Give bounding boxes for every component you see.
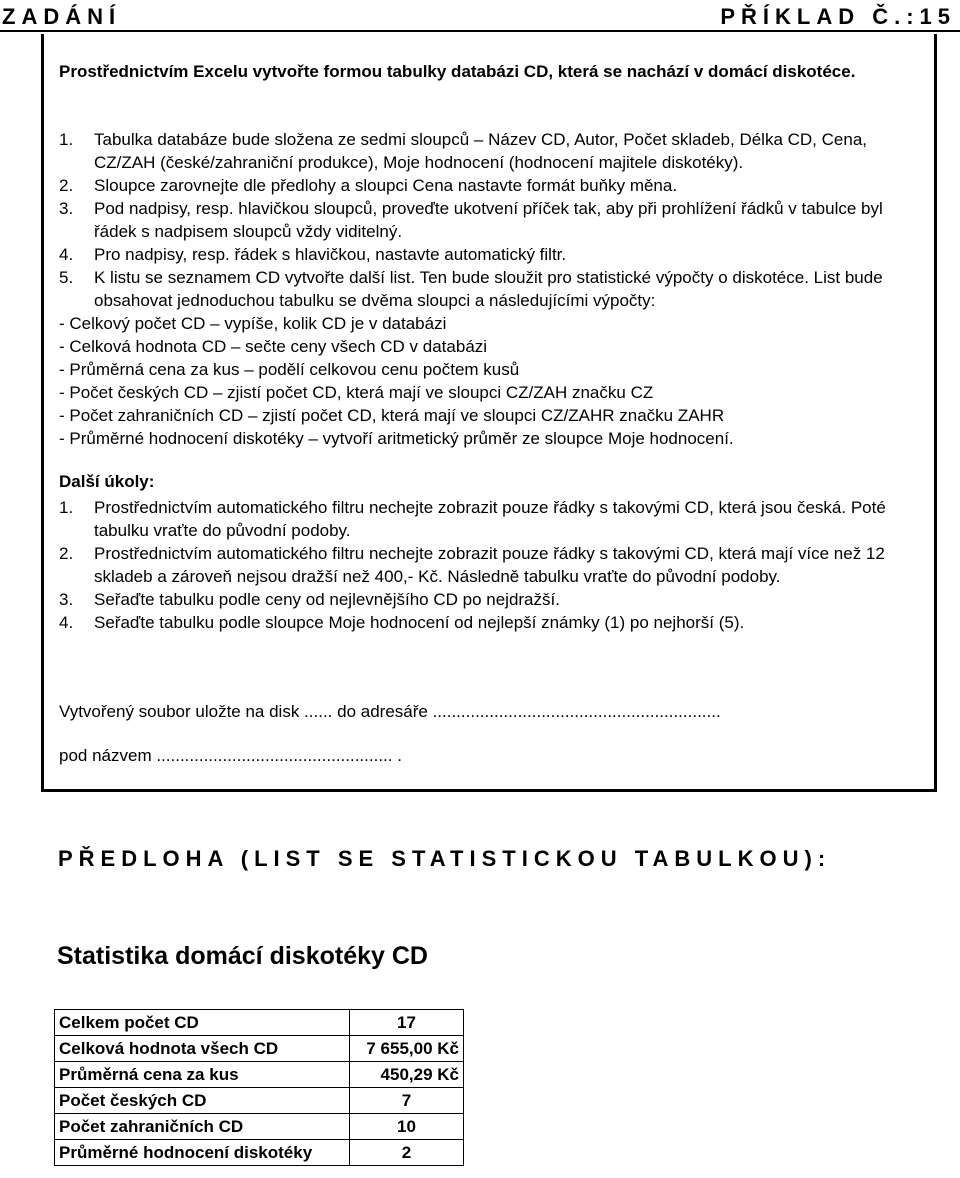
- more-task-item-3: [59, 588, 929, 611]
- stats-table: [54, 1009, 464, 1166]
- task-number: 4.: [59, 245, 74, 264]
- task-text: Tabulka databáze bude složena ze sedmi sloupců – Název CD, Autor, Počet skladeb, Délka CD, Cena, CZ/ZAH (české/zahraniční produkce), Moje hodnocení (hodnocení majitele diskotéky).: [94, 130, 867, 172]
- task-text: Prostřednictvím automatického filtru nechejte zobrazit pouze řádky s takovými CD, která jsou česká. Poté tabulku vraťte do původní podoby.: [94, 498, 886, 540]
- calc-line: - Celkový počet CD – vypíše, kolik CD je v databázi: [59, 314, 447, 333]
- stat-label: Průměrné hodnocení diskotéky: [55, 1140, 350, 1166]
- task-item-4: [59, 243, 929, 266]
- calc-line: - Průměrné hodnocení diskotéky – vytvoří aritmetický průměr ze sloupce Moje hodnocení.: [59, 429, 734, 448]
- stat-value: 450,29 Kč: [350, 1062, 464, 1088]
- save-instruction-name: pod názvem .................................................. .: [59, 746, 402, 765]
- calc-line: - Průměrná cena za kus – podělí celkovou cenu počtem kusů: [59, 360, 520, 379]
- table-row: [55, 1140, 464, 1166]
- header-rule: [0, 30, 960, 32]
- more-task-item-4: [59, 611, 929, 634]
- calc-line: - Celková hodnota CD – sečte ceny všech CD v databázi: [59, 337, 488, 356]
- task-text: Pro nadpisy, resp. řádek s hlavičkou, nastavte automatický filtr.: [94, 245, 567, 264]
- stat-value: 17: [350, 1010, 464, 1036]
- task-number: 5.: [59, 268, 74, 287]
- task-item-5: [59, 266, 929, 312]
- task-number: 2.: [59, 544, 74, 563]
- page-header: [0, 0, 960, 34]
- task-text: K listu se seznamem CD vytvořte další list. Ten bude sloužit pro statistické výpočty o diskotéce. List bude obsahovat jednoduchou tabulku se dvěma sloupci a následujícími výpočty:: [94, 268, 883, 310]
- more-task-item-1: [59, 496, 929, 542]
- task-text: Prostřednictvím automatického filtru nechejte zobrazit pouze řádky s takovými CD, která mají více než 12 skladeb a zároveň nejsou dražší než 400,- Kč. Následně tabulku vraťte do původní podoby.: [94, 544, 885, 586]
- task-number: 1.: [59, 130, 74, 149]
- task-item-3: [59, 197, 929, 243]
- more-tasks-list: [59, 496, 929, 634]
- header-title-left: ZADÁNÍ: [2, 4, 122, 29]
- task-number: 3.: [59, 199, 74, 218]
- task-text: Pod nadpisy, resp. hlavičkou sloupců, proveďte ukotvení příček tak, aby při prohlížení řádků v tabulce byl řádek s nadpisem sloupců vždy viditelný.: [94, 199, 883, 241]
- more-tasks-heading: Další úkoly:: [59, 472, 155, 491]
- intro-text: Prostřednictvím Excelu vytvořte formou tabulky databázi CD, která se nachází v domácí diskotéce.: [59, 62, 856, 81]
- table-row: [55, 1062, 464, 1088]
- task-number: 4.: [59, 613, 74, 632]
- task-text: Seřaďte tabulku podle ceny od nejlevnějšího CD po nejdražší.: [94, 590, 560, 609]
- table-row: [55, 1036, 464, 1062]
- stat-label: Průměrná cena za kus: [55, 1062, 350, 1088]
- stat-value: 7 655,00 Kč: [350, 1036, 464, 1062]
- header-title-right: PŘÍKLAD Č.:15: [720, 4, 956, 29]
- table-row: [55, 1088, 464, 1114]
- task-number: 2.: [59, 176, 74, 195]
- stat-label: Počet zahraničních CD: [55, 1114, 350, 1140]
- stat-value: 7: [350, 1088, 464, 1114]
- task-number: 1.: [59, 498, 74, 517]
- task-number: 3.: [59, 590, 74, 609]
- stat-table-title: Statistika domácí diskotéky CD: [57, 942, 428, 970]
- task-list: [59, 128, 929, 450]
- assignment-box: [41, 34, 937, 792]
- task-text: Sloupce zarovnejte dle předlohy a sloupci Cena nastavte formát buňky měna.: [94, 176, 678, 195]
- calc-line: - Počet českých CD – zjistí počet CD, která mají ve sloupci CZ/ZAH značku CZ: [59, 383, 654, 402]
- task-item-1: [59, 128, 929, 174]
- task-text: Seřaďte tabulku podle sloupce Moje hodnocení od nejlepší známky (1) po nejhorší (5).: [94, 613, 745, 632]
- stat-label: Počet českých CD: [55, 1088, 350, 1114]
- stat-label: Celková hodnota všech CD: [55, 1036, 350, 1062]
- stat-value: 2: [350, 1140, 464, 1166]
- stat-label: Celkem počet CD: [55, 1010, 350, 1036]
- save-instruction-path: Vytvořený soubor uložte na disk ...... do adresáře .............................................................: [59, 702, 721, 721]
- table-row: [55, 1010, 464, 1036]
- table-row: [55, 1114, 464, 1140]
- stat-value: 10: [350, 1114, 464, 1140]
- template-heading: PŘEDLOHA (LIST SE STATISTICKOU TABULKOU):: [58, 846, 832, 871]
- task-item-2: [59, 174, 929, 197]
- calc-line: - Počet zahraničních CD – zjistí počet CD, která mají ve sloupci CZ/ZAHR značku ZAHR: [59, 406, 725, 425]
- more-task-item-2: [59, 542, 929, 588]
